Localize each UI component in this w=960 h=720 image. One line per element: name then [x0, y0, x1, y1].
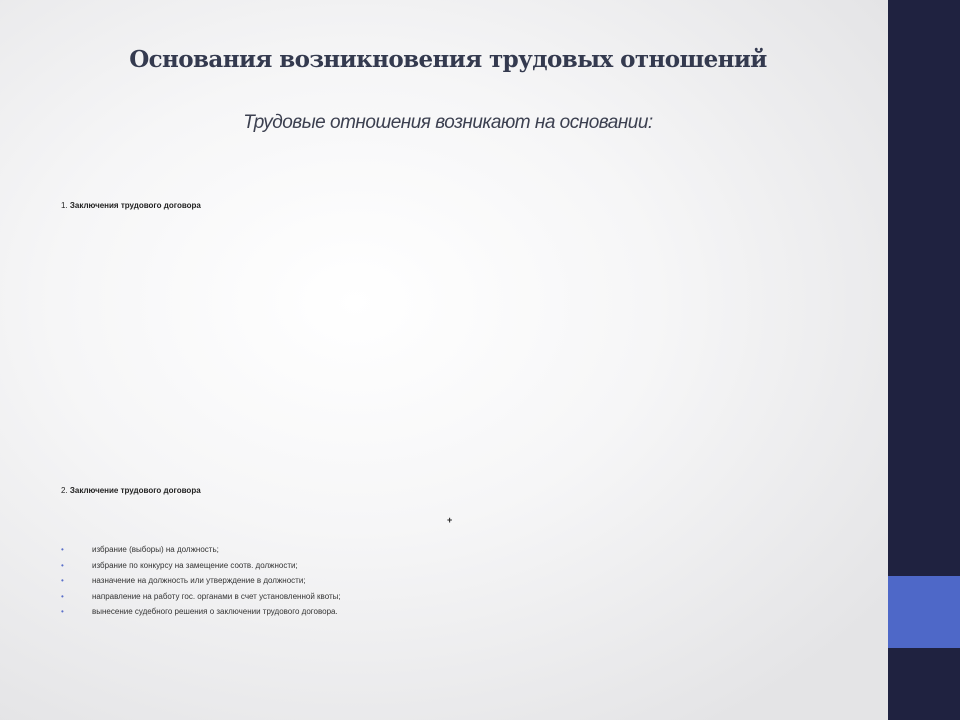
list-item-text: назначение на должность или утверждение в должности;	[92, 576, 306, 585]
point-2-text: Заключение трудового договора	[69, 486, 201, 495]
sidebar-accent-block	[888, 576, 960, 648]
list-item	[61, 592, 341, 608]
list-item-text: избрание (выборы) на должность;	[92, 545, 219, 554]
list-item	[61, 607, 341, 623]
bullet-icon: •	[61, 576, 64, 585]
bullet-icon: •	[61, 591, 64, 601]
point-1-number: 1.	[61, 201, 68, 210]
list-item	[61, 545, 341, 561]
plus-sign: +	[447, 515, 453, 525]
slide-subtitle: Трудовые отношения возникают на основании:	[243, 112, 653, 133]
point-2	[61, 486, 201, 495]
grounds-list	[61, 545, 341, 623]
list-item-text: избрание по конкурсу на замещение соотв. должности;	[92, 560, 298, 570]
slide-title: Основания возникновения трудовых отношений	[129, 46, 767, 73]
list-item-text: направление на работу гос. органами в счет установленной квоты;	[92, 591, 341, 601]
bullet-icon: •	[61, 607, 64, 616]
list-item	[61, 576, 341, 592]
bullet-icon: •	[61, 560, 64, 570]
point-2-number: 2.	[61, 486, 68, 495]
bullet-icon: •	[61, 545, 64, 554]
point-1	[61, 201, 201, 210]
list-item	[61, 561, 341, 577]
list-item-text: вынесение судебного решения о заключении трудового договора.	[92, 607, 338, 616]
point-1-text: Заключения трудового договора	[69, 201, 201, 210]
